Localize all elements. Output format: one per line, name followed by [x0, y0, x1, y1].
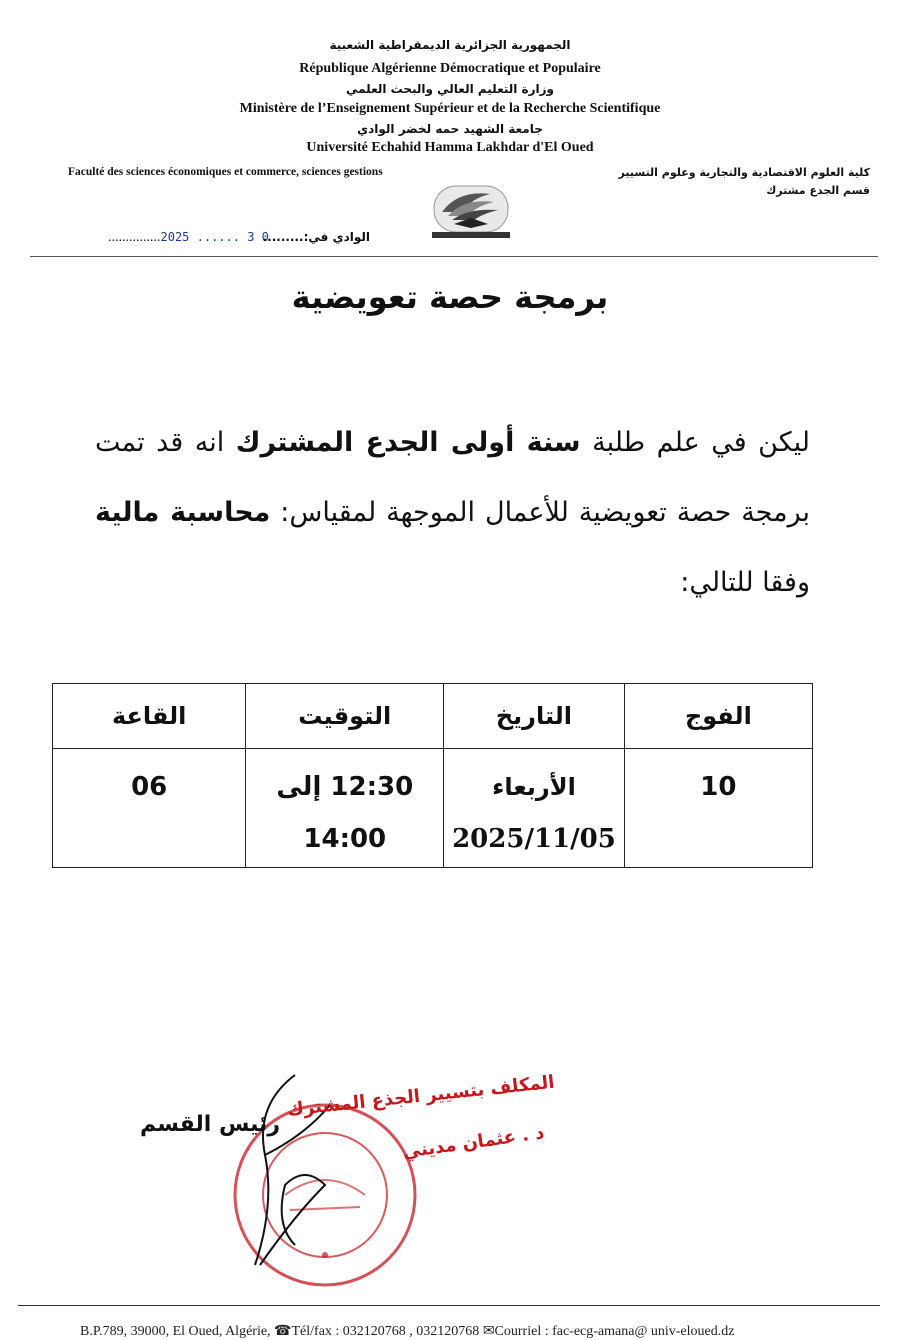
head-of-department-label: رئيس القسم	[140, 1112, 280, 1137]
header-date: التاريخ	[444, 684, 625, 749]
date-label: الوادي في:.........	[262, 230, 370, 244]
faculty-ar: كلية العلوم الاقتصادية والتجارية وعلوم التسيير	[618, 166, 870, 179]
footer-address: B.P.789, 39000, El Oued, Algérie,	[80, 1324, 271, 1339]
body-text-1: ليكن في علم طلبة	[580, 427, 810, 458]
republic-fr: République Algérienne Démocratique et Populaire	[299, 61, 601, 76]
cell-date	[444, 749, 625, 868]
date-value-cell: 2025/11/05	[452, 824, 616, 854]
table-header-row	[53, 684, 813, 749]
body-text-2: انه قد تمت برمجة حصة تعويضية للأعمال الموجهة لمقياس:	[95, 427, 810, 528]
group-value: 10	[700, 772, 737, 802]
footer-email: Courriel : fac-ecg-amana@ univ-eloued.dz	[494, 1324, 735, 1339]
ministry-fr: Ministère de l’Enseignement Supérieur et de la Recherche Scientifique	[239, 101, 661, 116]
body-text-3: وفقا للتالي:	[680, 567, 810, 598]
cell-time	[246, 749, 444, 868]
day-value: الأربعاء	[492, 773, 576, 801]
republic-ar: الجمهورية الجزائرية الديمقراطية الشعبية	[329, 38, 571, 52]
university-fr: Université Echahid Hamma Lakhdar d'El Oued	[306, 140, 594, 155]
date-value: 2025 ...... 3 0	[160, 230, 269, 244]
time-to: 14:00	[303, 824, 387, 854]
body-text-1-bold: سنة أولى الجدع المشترك	[235, 427, 581, 458]
header-divider	[30, 256, 878, 257]
date-dots: ...............	[108, 230, 161, 245]
body-text-2-bold: محاسبة مالية	[95, 497, 271, 528]
department-ar: قسم الجدع مشترك	[766, 184, 870, 197]
university-ar: جامعة الشهيد حمه لخضر الوادي	[357, 122, 543, 136]
cell-room	[53, 749, 246, 868]
phone-icon: ☎	[274, 1324, 292, 1339]
mail-icon: ✉	[482, 1324, 495, 1339]
faculty-fr: Faculté des sciences économiques et commerce, sciences gestions	[68, 166, 383, 178]
header-time: التوقيت	[246, 684, 444, 749]
header-room: القاعة	[53, 684, 246, 749]
footer-divider	[18, 1305, 880, 1306]
footer	[80, 1323, 734, 1340]
ministry-ar: وزارة التعليم العالي والبحث العلمي	[345, 82, 555, 96]
schedule-table	[52, 683, 813, 868]
footer-phone: Tél/fax : 032120768 , 032120768	[291, 1324, 480, 1339]
time-from: 12:30 إلى	[276, 772, 414, 802]
announcement-paragraph	[95, 408, 810, 618]
page-title: برمجة حصة تعويضية	[291, 278, 609, 316]
header-group: الفوج	[624, 684, 812, 749]
cell-group	[624, 749, 812, 868]
table-row	[53, 749, 813, 868]
university-logo	[428, 182, 514, 242]
coordinator-title: المكلف بتسيير الجذع المشترك	[286, 1071, 556, 1121]
date-line	[108, 230, 269, 246]
coordinator-name: د . عثمان مديني	[401, 1122, 546, 1163]
room-value: 06	[131, 772, 168, 802]
